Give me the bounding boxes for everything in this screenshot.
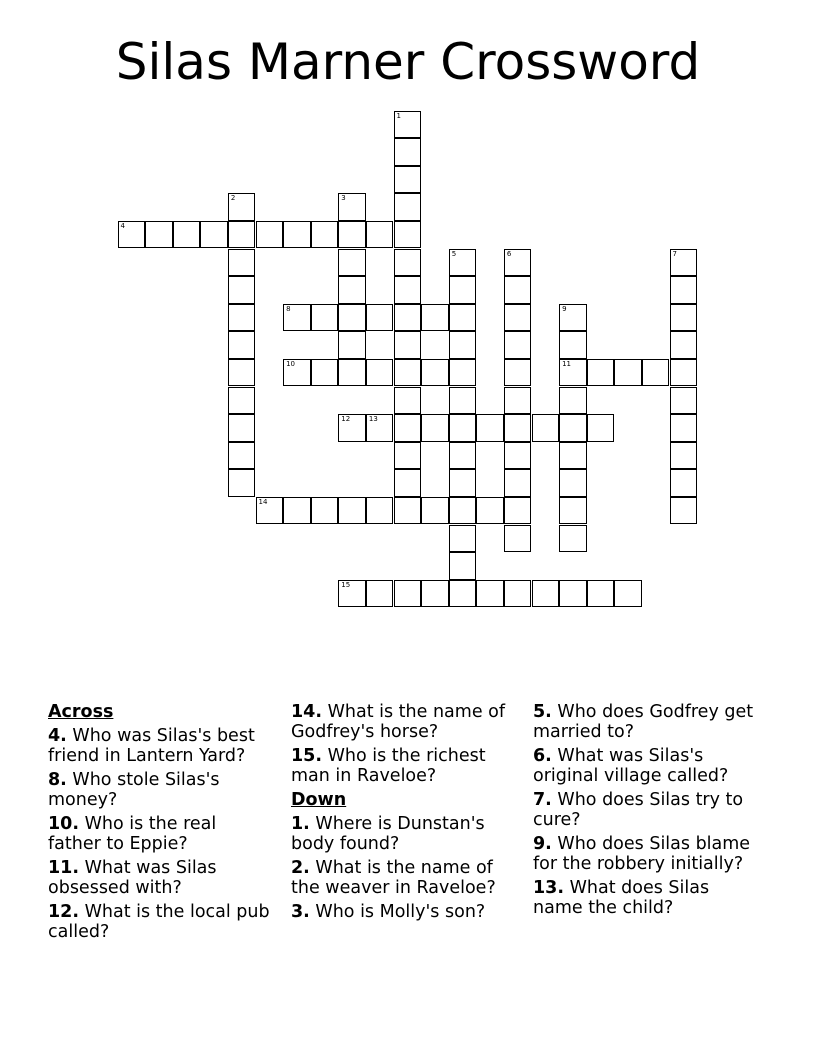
grid-cell[interactable] bbox=[670, 442, 698, 470]
grid-cell[interactable] bbox=[449, 497, 477, 525]
across-heading: Across bbox=[48, 702, 114, 722]
clue-down-7 bbox=[533, 790, 755, 830]
grid-cell[interactable] bbox=[670, 249, 698, 277]
grid-cell[interactable] bbox=[670, 469, 698, 497]
grid-cell[interactable] bbox=[449, 442, 477, 470]
grid-cell[interactable] bbox=[394, 387, 422, 415]
clue-down-13 bbox=[533, 878, 755, 918]
grid-cell[interactable] bbox=[228, 414, 256, 442]
grid-cell[interactable] bbox=[670, 387, 698, 415]
grid-cell[interactable] bbox=[670, 276, 698, 304]
clue-text: What was Silas obsessed with? bbox=[48, 858, 217, 898]
grid-cell[interactable] bbox=[587, 359, 615, 387]
clue-column-3 bbox=[533, 702, 755, 922]
grid-cell[interactable] bbox=[228, 276, 256, 304]
clue-down-5 bbox=[533, 702, 755, 742]
grid-cell[interactable] bbox=[421, 304, 449, 332]
grid-cell[interactable] bbox=[476, 580, 504, 608]
grid-cell[interactable] bbox=[228, 193, 256, 221]
clue-text: Who does Godfrey get married to? bbox=[533, 702, 754, 742]
grid-cell[interactable] bbox=[532, 580, 560, 608]
clue-number-label: 1 bbox=[396, 111, 401, 120]
clue-across-15 bbox=[291, 746, 513, 786]
grid-cell[interactable] bbox=[559, 442, 587, 470]
grid-cell[interactable] bbox=[449, 387, 477, 415]
clue-text: What is the name of the weaver in Raveloe? bbox=[291, 858, 496, 898]
grid-cell[interactable] bbox=[559, 304, 587, 332]
clue-across-4 bbox=[48, 726, 270, 766]
clue-text: Who is the real father to Eppie? bbox=[48, 814, 217, 854]
grid-cell[interactable] bbox=[449, 249, 477, 277]
grid-cell[interactable] bbox=[394, 221, 422, 249]
grid-cell[interactable] bbox=[394, 193, 422, 221]
clue-number-label: 7 bbox=[672, 249, 677, 258]
clue-number-label: 14 bbox=[258, 497, 268, 506]
clue-number: 2. bbox=[291, 858, 310, 878]
grid-cell[interactable] bbox=[449, 580, 477, 608]
grid-cell[interactable] bbox=[670, 304, 698, 332]
grid-cell[interactable] bbox=[504, 387, 532, 415]
clue-number: 13. bbox=[533, 878, 565, 898]
clue-text: Who stole Silas's money? bbox=[48, 770, 220, 810]
clue-number-label: 8 bbox=[286, 304, 291, 313]
grid-cell[interactable] bbox=[449, 525, 477, 553]
grid-cell[interactable] bbox=[256, 497, 284, 525]
clue-across-10 bbox=[48, 814, 270, 854]
grid-cell[interactable] bbox=[228, 469, 256, 497]
grid-cell[interactable] bbox=[366, 414, 394, 442]
grid-cell[interactable] bbox=[283, 221, 311, 249]
grid-cell[interactable] bbox=[449, 414, 477, 442]
clue-number: 6. bbox=[533, 746, 552, 766]
clue-column-2 bbox=[291, 702, 513, 926]
grid-cell[interactable] bbox=[338, 304, 366, 332]
clue-text: Who was Silas's best friend in Lantern Yard? bbox=[48, 726, 255, 766]
grid-cell[interactable] bbox=[228, 331, 256, 359]
grid-cell[interactable] bbox=[559, 387, 587, 415]
grid-cell[interactable] bbox=[338, 497, 366, 525]
clue-number-label: 13 bbox=[368, 415, 378, 424]
clue-number: 8. bbox=[48, 770, 67, 790]
grid-cell[interactable] bbox=[394, 359, 422, 387]
grid-cell[interactable] bbox=[228, 442, 256, 470]
grid-cell[interactable] bbox=[504, 304, 532, 332]
grid-cell[interactable] bbox=[504, 525, 532, 553]
clue-number: 14. bbox=[291, 702, 323, 722]
clue-down-3 bbox=[291, 902, 513, 922]
grid-cell[interactable] bbox=[559, 331, 587, 359]
grid-cell[interactable] bbox=[145, 221, 173, 249]
grid-cell[interactable] bbox=[338, 414, 366, 442]
clue-number: 1. bbox=[291, 814, 310, 834]
grid-cell[interactable] bbox=[394, 276, 422, 304]
clue-across-8 bbox=[48, 770, 270, 810]
grid-cell[interactable] bbox=[366, 221, 394, 249]
grid-cell[interactable] bbox=[421, 359, 449, 387]
grid-cell[interactable] bbox=[614, 359, 642, 387]
grid-cell[interactable] bbox=[394, 138, 422, 166]
grid-cell[interactable] bbox=[228, 221, 256, 249]
grid-cell[interactable] bbox=[394, 497, 422, 525]
clue-number-label: 12 bbox=[341, 415, 351, 424]
grid-cell[interactable] bbox=[504, 276, 532, 304]
clue-across-12 bbox=[48, 902, 270, 942]
clue-number: 10. bbox=[48, 814, 80, 834]
clue-text: Who does Silas try to cure? bbox=[533, 790, 744, 830]
grid-cell[interactable] bbox=[394, 469, 422, 497]
grid-cell[interactable] bbox=[366, 497, 394, 525]
grid-cell[interactable] bbox=[642, 359, 670, 387]
clue-number: 3. bbox=[291, 902, 310, 922]
clue-text: Who is the richest man in Raveloe? bbox=[291, 746, 486, 786]
clue-number-label: 6 bbox=[506, 249, 512, 258]
grid-cell[interactable] bbox=[394, 580, 422, 608]
clue-column-1 bbox=[48, 702, 270, 946]
grid-cell[interactable] bbox=[338, 331, 366, 359]
clue-text: What is the name of Godfrey's horse? bbox=[291, 702, 506, 742]
clue-number: 5. bbox=[533, 702, 552, 722]
grid-cell[interactable] bbox=[200, 221, 228, 249]
grid-cell[interactable] bbox=[670, 414, 698, 442]
grid-cell[interactable] bbox=[311, 497, 339, 525]
grid-cell[interactable] bbox=[559, 469, 587, 497]
grid-cell[interactable] bbox=[559, 414, 587, 442]
grid-cell[interactable] bbox=[311, 221, 339, 249]
clue-text: Who does Silas blame for the robbery initially? bbox=[533, 834, 751, 874]
clue-across-11 bbox=[48, 858, 270, 898]
grid-cell[interactable] bbox=[559, 359, 587, 387]
grid-cell[interactable] bbox=[421, 580, 449, 608]
clue-number-label: 4 bbox=[120, 221, 125, 230]
grid-cell[interactable] bbox=[504, 469, 532, 497]
grid-cell[interactable] bbox=[228, 304, 256, 332]
grid-cell[interactable] bbox=[338, 193, 366, 221]
clue-number: 4. bbox=[48, 726, 67, 746]
grid-cell[interactable] bbox=[559, 525, 587, 553]
grid-cell[interactable] bbox=[476, 414, 504, 442]
grid-cell[interactable] bbox=[504, 580, 532, 608]
grid-cell[interactable] bbox=[311, 359, 339, 387]
grid-cell[interactable] bbox=[421, 414, 449, 442]
grid-cell[interactable] bbox=[504, 442, 532, 470]
grid-cell[interactable] bbox=[338, 359, 366, 387]
grid-cell[interactable] bbox=[476, 497, 504, 525]
grid-cell[interactable] bbox=[394, 304, 422, 332]
grid-cell[interactable] bbox=[614, 580, 642, 608]
grid-cell[interactable] bbox=[283, 304, 311, 332]
grid-cell[interactable] bbox=[670, 497, 698, 525]
grid-cell[interactable] bbox=[587, 414, 615, 442]
grid-cell[interactable] bbox=[366, 304, 394, 332]
grid-cell[interactable] bbox=[504, 414, 532, 442]
down-heading: Down bbox=[291, 790, 347, 810]
clue-down-9 bbox=[533, 834, 755, 874]
grid-cell[interactable] bbox=[366, 580, 394, 608]
grid-cell[interactable] bbox=[504, 331, 532, 359]
grid-cell[interactable] bbox=[394, 414, 422, 442]
grid-cell[interactable] bbox=[256, 221, 284, 249]
grid-cell[interactable] bbox=[449, 331, 477, 359]
grid-cell[interactable] bbox=[504, 249, 532, 277]
grid-cell[interactable] bbox=[173, 221, 201, 249]
grid-cell[interactable] bbox=[449, 469, 477, 497]
clue-number-label: 10 bbox=[286, 359, 296, 368]
clue-number: 7. bbox=[533, 790, 552, 810]
grid-cell[interactable] bbox=[394, 442, 422, 470]
clue-text: What was Silas's original village called? bbox=[533, 746, 729, 786]
clue-number-label: 9 bbox=[562, 304, 567, 313]
clue-number-label: 15 bbox=[341, 580, 351, 589]
grid-cell[interactable] bbox=[283, 359, 311, 387]
clue-number: 9. bbox=[533, 834, 552, 854]
clue-down-1 bbox=[291, 814, 513, 854]
grid-cell[interactable] bbox=[449, 304, 477, 332]
grid-cell[interactable] bbox=[504, 359, 532, 387]
grid-cell[interactable] bbox=[394, 111, 422, 139]
clue-number-label: 5 bbox=[451, 249, 457, 258]
grid-cell[interactable] bbox=[504, 497, 532, 525]
grid-cell[interactable] bbox=[366, 359, 394, 387]
grid-cell[interactable] bbox=[338, 580, 366, 608]
grid-cell[interactable] bbox=[421, 497, 449, 525]
grid-cell[interactable] bbox=[670, 359, 698, 387]
clue-number-label: 3 bbox=[341, 194, 346, 203]
grid-cell[interactable] bbox=[394, 166, 422, 194]
clue-text: What does Silas name the child? bbox=[533, 878, 710, 918]
clue-number: 15. bbox=[291, 746, 323, 766]
grid-cell[interactable] bbox=[338, 221, 366, 249]
clue-text: Who is Molly's son? bbox=[315, 902, 486, 922]
clue-number-label: 11 bbox=[562, 359, 572, 368]
clue-text: Where is Dunstan's body found? bbox=[291, 814, 485, 854]
page-title: Silas Marner Crossword bbox=[115, 33, 701, 91]
grid-cell[interactable] bbox=[559, 497, 587, 525]
clue-number-label: 2 bbox=[230, 194, 236, 203]
grid-cell[interactable] bbox=[394, 331, 422, 359]
clue-across-14 bbox=[291, 702, 513, 742]
grid-cell[interactable] bbox=[587, 580, 615, 608]
grid-cell[interactable] bbox=[228, 359, 256, 387]
grid-cell[interactable] bbox=[228, 387, 256, 415]
grid-cell[interactable] bbox=[670, 331, 698, 359]
grid-cell[interactable] bbox=[338, 276, 366, 304]
clue-text: What is the local pub called? bbox=[48, 902, 270, 942]
clue-number: 11. bbox=[48, 858, 80, 878]
grid-cell[interactable] bbox=[228, 249, 256, 277]
grid-cell[interactable] bbox=[118, 221, 146, 249]
grid-cell[interactable] bbox=[559, 580, 587, 608]
grid-cell[interactable] bbox=[449, 552, 477, 580]
grid-cell[interactable] bbox=[311, 304, 339, 332]
grid-cell[interactable] bbox=[283, 497, 311, 525]
grid-cell[interactable] bbox=[532, 414, 560, 442]
grid-cell[interactable] bbox=[394, 249, 422, 277]
clue-down-6 bbox=[533, 746, 755, 786]
grid-cell[interactable] bbox=[449, 276, 477, 304]
grid-cell[interactable] bbox=[338, 249, 366, 277]
clue-number: 12. bbox=[48, 902, 80, 922]
clue-down-2 bbox=[291, 858, 513, 898]
grid-cell[interactable] bbox=[449, 359, 477, 387]
